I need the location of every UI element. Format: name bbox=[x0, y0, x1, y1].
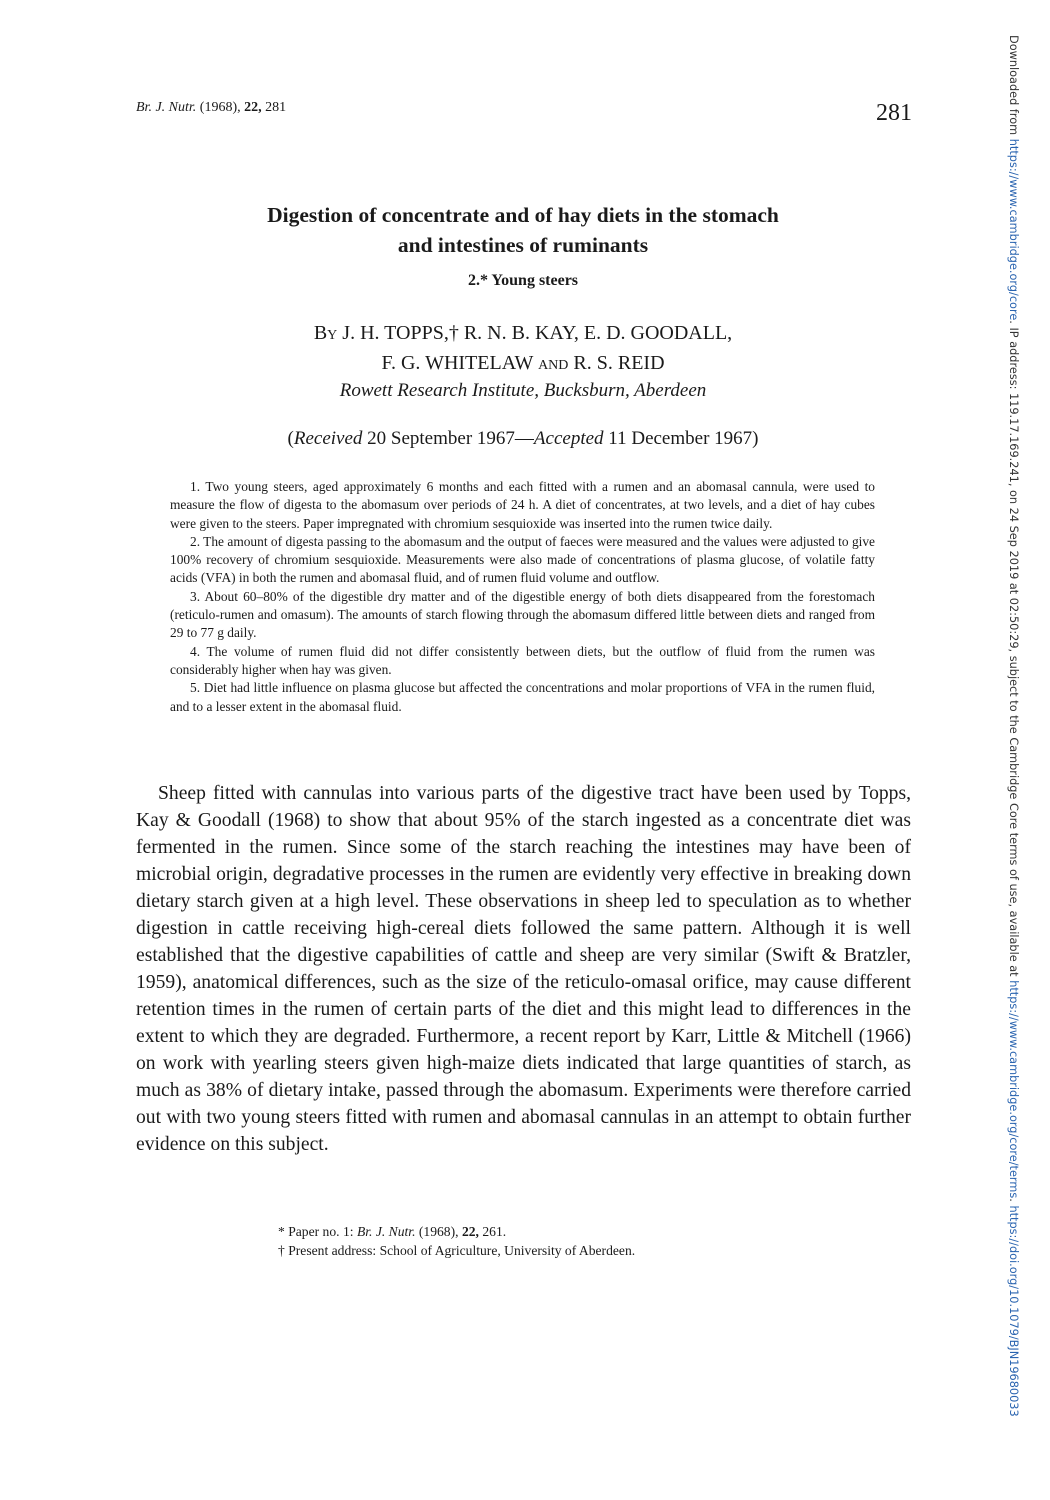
notice-part-3: . bbox=[1007, 1198, 1020, 1202]
footnote-1-year: (1968), bbox=[418, 1224, 459, 1239]
abstract-paragraph: 2. The amount of digesta passing to the abomasum and the output of faeces were measured and the values were adjusted to give 100% recovery of chromium sesquioxide. Measurements were also made of concentrations of plasma glucose, of volatile fatty acids (VFA) in both the rumen and abomasal fluid, and of rumen fluid volume and outflow. bbox=[170, 533, 875, 586]
notice-part-1: Downloaded from bbox=[1007, 35, 1020, 136]
journal-abbrev: Br. J. Nutr. bbox=[136, 100, 197, 115]
terms-link[interactable]: https://www.cambridge.org/core/terms bbox=[1007, 980, 1020, 1199]
article-title bbox=[130, 200, 916, 260]
cambridge-core-link[interactable]: https://www.cambridge.org/core bbox=[1007, 138, 1020, 321]
title-line-2: and intestines of ruminants bbox=[397, 233, 649, 257]
title-line-1: Digestion of concentrate and of hay diets in the stomach bbox=[267, 203, 779, 227]
footnote-2 bbox=[278, 1241, 898, 1260]
footnote-1-mark: * bbox=[278, 1224, 285, 1239]
footnote-2-mark: † bbox=[278, 1243, 285, 1258]
journal-page: 281 bbox=[265, 100, 287, 115]
footnote-2-text: Present address: School of Agriculture, University of Aberdeen. bbox=[288, 1243, 636, 1258]
accepted-label: Accepted bbox=[533, 428, 604, 449]
footnote-1-prefix: Paper no. 1: bbox=[288, 1224, 354, 1239]
author-list bbox=[130, 318, 916, 378]
footnote-1 bbox=[278, 1222, 898, 1241]
notice-part-2: . IP address: 119.17.169.241, on 24 Sep 2019 at 02:50:29, subject to the Cambridge Core terms of use, available at bbox=[1007, 320, 1020, 977]
abstract-paragraph: 5. Diet had little influence on plasma glucose but affected the concentrations and molar proportions of VFA in the rumen fluid, and to a lesser extent in the abomasal fluid. bbox=[170, 680, 875, 714]
download-notice-text bbox=[1007, 35, 1020, 1417]
journal-volume: 22, bbox=[244, 100, 262, 115]
footnotes bbox=[278, 1222, 898, 1260]
footnote-1-journal: Br. J. Nutr. bbox=[356, 1224, 416, 1239]
abstract-paragraph: 1. Two young steers, aged approximately 6 months and each fitted with a rumen and an abomasal cannula, were used to measure the flow of digesta to the abomasum over periods of 24 h. A diet of concentrates, at two levels, and a diet of hay cubes were given to the steers. Paper impregnated with chromium sesquioxide was inserted into the rumen twice daily. bbox=[170, 479, 875, 531]
footnote-1-volume: 22, bbox=[461, 1224, 479, 1239]
institution: Rowett Research Institute, Bucksburn, Aberdeen bbox=[339, 380, 707, 401]
body-paragraph: Sheep fitted with cannulas into various parts of the digestive tract have been used by Topps, Kay & Goodall (1968) to show that about 95% of the starch ingested as a concentrate diet was fermented in the rumen. Since some of the starch reaching the intestines may have been of microbial origin, degradative processes in the rumen are evidently very effective in breaking down dietary starch given at a high level. These observations in sheep led to speculation as to whether digestion in cattle receiving high-cereal diets followed the same pattern. Although it is well established that the digestive capabilities of cattle and sheep are very similar (Swift & Bratzler, 1959), anatomical differences, such as the size of the reticulo-omasal orifice, may cause different retention times in the rumen of certain parts of the diet and this might lead to differences in the extent to which they are degraded. Furthermore, a recent report by Karr, Little & Mitchell (1966) on work with yearling steers given high-maize diets indicated that large quantities of starch, as much as 38% of dietary intake, passed through the abomasum. Experiments were therefore carried out with two young steers fitted with rumen and abomasal cannulas in an attempt to obtain further evidence on this subject. bbox=[136, 783, 911, 1155]
accepted-date: 11 December 1967 bbox=[608, 428, 753, 449]
journal-citation bbox=[136, 100, 286, 116]
journal-year: (1968), bbox=[199, 100, 241, 115]
abstract-paragraph: 3. About 60–80% of the digestible dry matter and of the digestible energy of both diets disappeared from the forestomach (reticulo-rumen and omasum). The amounts of starch flowing through the abomasum differed little between diets and ranged from 29 to 77 g daily. bbox=[170, 588, 875, 641]
by-label: By bbox=[313, 322, 338, 344]
received-label: Received bbox=[293, 428, 363, 449]
received-date: 20 September 1967 bbox=[367, 428, 515, 449]
footnote-1-page: 261. bbox=[482, 1224, 507, 1239]
doi-link[interactable]: https://doi.org/10.1079/BJN19680033 bbox=[1007, 1205, 1020, 1417]
abstract-paragraph: 4. The volume of rumen fluid did not differ consistently between diets, but the outflow of fluid from the rumen was considerably higher when hay was given. bbox=[170, 643, 875, 677]
and-label: and bbox=[538, 352, 569, 374]
received-dates: (Received 20 September 1967—Accepted 11 December 1967) bbox=[287, 428, 759, 449]
article-subtitle: 2.* Young steers bbox=[467, 272, 579, 289]
authors-line-2a: F. G. WHITELAW bbox=[381, 352, 534, 374]
authors-line-2b: R. S. REID bbox=[573, 352, 665, 374]
abstract bbox=[170, 478, 875, 716]
authors-line-1: J. H. TOPPS,† R. N. B. KAY, E. D. GOODALL, bbox=[342, 322, 733, 344]
page-number: 281 bbox=[876, 100, 912, 126]
download-notice bbox=[1007, 35, 1031, 1465]
